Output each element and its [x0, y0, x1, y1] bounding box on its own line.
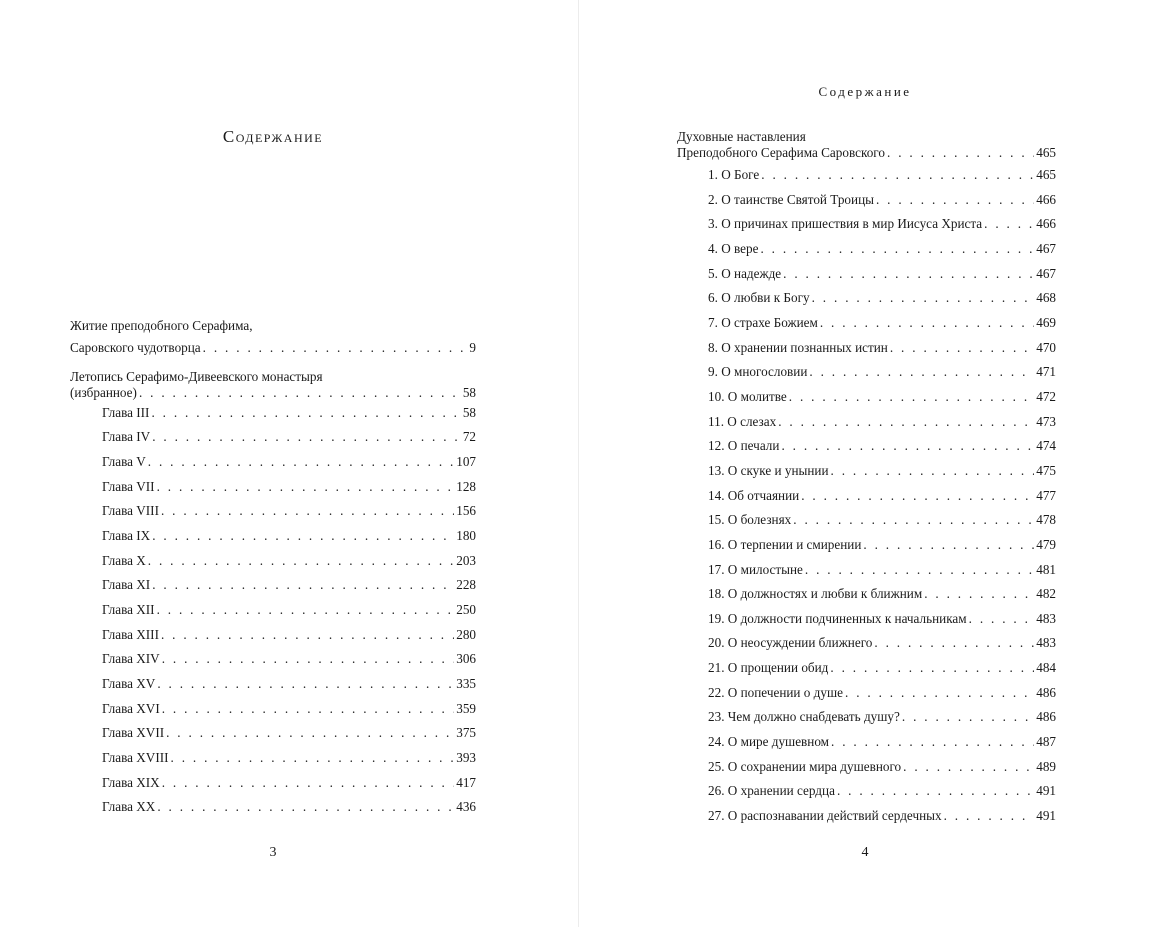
dot-leader: [837, 783, 1034, 799]
dot-leader: [903, 759, 1034, 775]
toc-entry[interactable]: [677, 586, 1056, 611]
toc-entry-label: 6. О любви к Богу: [708, 290, 810, 306]
dot-leader: [876, 192, 1034, 208]
dot-leader: [863, 537, 1034, 553]
dot-leader: [162, 701, 455, 717]
dot-leader: [890, 340, 1034, 356]
toc-page-number: 491: [1036, 808, 1056, 824]
toc-entry-title: Летопись Серафимо-Дивеевского монастыря: [70, 368, 323, 384]
toc-entry-label: 2. О таинстве Святой Троицы: [708, 191, 874, 207]
toc-page-number: 250: [456, 601, 476, 617]
toc-entry-label: 21. О прощении обид: [708, 660, 829, 676]
toc-entry[interactable]: [677, 488, 1056, 513]
toc-entry-label: Глава IX: [102, 527, 151, 543]
toc-page-number: 477: [1036, 487, 1056, 503]
toc-entry-label: 24. О мире душевном: [708, 734, 830, 750]
toc-entry-label: 4. О вере: [708, 240, 759, 256]
dot-leader: [161, 503, 454, 519]
toc-page-number: 491: [1036, 783, 1056, 799]
dot-leader: [831, 734, 1034, 750]
toc-entry-label: Саровского чудотворца: [70, 340, 201, 355]
dot-leader: [781, 438, 1034, 454]
toc-entry[interactable]: [677, 315, 1056, 340]
toc-page-number: 180: [456, 527, 476, 543]
dot-leader: [162, 775, 455, 791]
toc-entry-label: 13. О скуке и унынии: [708, 462, 829, 478]
toc-entry[interactable]: [70, 577, 476, 602]
toc-page-number: 486: [1036, 684, 1056, 700]
toc-entry[interactable]: [70, 775, 476, 800]
toc-entry-label: 9. О многословии: [708, 364, 808, 380]
toc-entry[interactable]: [70, 479, 476, 504]
toc-entry[interactable]: [677, 734, 1056, 759]
toc-page-number: 468: [1036, 290, 1056, 306]
toc-entry[interactable]: [70, 385, 476, 405]
toc-page-number: 481: [1036, 561, 1056, 577]
toc-entry-label: Глава X: [102, 552, 146, 568]
toc-entry[interactable]: [70, 405, 476, 430]
toc-entry-label: 22. О попечении о душе: [708, 684, 843, 700]
toc-entry[interactable]: [677, 290, 1056, 315]
toc-entry[interactable]: [70, 750, 476, 775]
toc-section-title: Духовные наставления: [677, 129, 806, 144]
toc-entry[interactable]: [677, 808, 1056, 833]
toc-entry-label: 8. О хранении познанных истин: [708, 339, 888, 355]
toc-page-number: 482: [1036, 586, 1056, 602]
toc-entry[interactable]: [70, 799, 476, 824]
toc-page-number: 417: [456, 774, 476, 790]
toc-entry-label: Глава III: [102, 404, 150, 420]
toc-list-left: [70, 318, 476, 824]
toc-entry[interactable]: [677, 512, 1056, 537]
toc-page-number: 475: [1036, 462, 1056, 478]
toc-page-number: 203: [456, 552, 476, 568]
running-header: Содержание: [818, 84, 912, 99]
toc-entry-label: 14. Об отчаянии: [708, 487, 800, 503]
toc-page-number: 472: [1036, 388, 1056, 404]
dot-leader: [887, 145, 1034, 161]
toc-page-number: 465: [1036, 145, 1056, 160]
toc-page-number: 335: [456, 675, 476, 691]
toc-entry[interactable]: [70, 651, 476, 676]
toc-page-number: 467: [1036, 265, 1056, 281]
toc-entry[interactable]: [677, 611, 1056, 636]
toc-entry-label: Глава VII: [102, 478, 155, 494]
toc-entry-label: Глава IV: [102, 429, 151, 445]
toc-entry-label: Глава XX: [102, 799, 156, 815]
toc-entry[interactable]: [70, 454, 476, 479]
toc-entry-label: 12. О печали: [708, 438, 780, 454]
dot-leader: [789, 389, 1034, 405]
toc-entry[interactable]: [70, 627, 476, 652]
dot-leader: [874, 635, 1034, 651]
toc-entry[interactable]: [677, 145, 1056, 167]
dot-leader: [783, 266, 1034, 282]
dot-leader: [157, 479, 455, 495]
dot-leader: [152, 528, 454, 544]
dot-leader: [969, 611, 1035, 627]
toc-entry-label: 26. О хранении сердца: [708, 783, 835, 799]
toc-page-number: 306: [456, 651, 476, 667]
toc-entry-title: Житие преподобного Серафима,: [70, 318, 253, 333]
dot-leader: [152, 577, 454, 593]
toc-page-number: 484: [1036, 660, 1056, 676]
dot-leader: [831, 463, 1035, 479]
dot-leader: [157, 602, 455, 618]
toc-entry-label: 7. О страхе Божием: [708, 314, 818, 330]
item-list: [677, 167, 1056, 833]
dot-leader: [984, 216, 1034, 232]
toc-entry-label: Глава V: [102, 453, 146, 469]
toc-entry[interactable]: [677, 438, 1056, 463]
dot-leader: [801, 488, 1034, 504]
dot-leader: [203, 340, 468, 356]
toc-entry-label: 20. О неосуждении ближнего: [708, 635, 873, 651]
toc-entry[interactable]: [677, 414, 1056, 439]
dot-leader: [902, 709, 1034, 725]
toc-page-number: 359: [456, 700, 476, 716]
toc-entry[interactable]: [677, 364, 1056, 389]
toc-page-number: 466: [1036, 191, 1056, 207]
dot-leader: [812, 290, 1035, 306]
toc-page-number: 465: [1036, 167, 1056, 182]
toc-page-number: 280: [456, 626, 476, 642]
toc-entry-label: Глава XII: [102, 601, 155, 617]
toc-entry[interactable]: [677, 216, 1056, 241]
toc-page-number: 467: [1036, 240, 1056, 256]
dot-leader: [805, 562, 1034, 578]
toc-page-number: 489: [1036, 758, 1056, 774]
toc-entry[interactable]: [677, 463, 1056, 488]
toc-entry-label: 10. О молитве: [708, 388, 787, 404]
toc-entry[interactable]: [677, 266, 1056, 291]
dot-leader: [166, 725, 454, 741]
toc-entry-label: 27. О распознавании действий сердечных: [708, 808, 942, 824]
toc-entry-label: 5. О надежде: [708, 265, 782, 281]
toc-entry[interactable]: [677, 537, 1056, 562]
page-number: 4: [861, 845, 869, 860]
right-page: [579, 0, 1153, 927]
toc-entry[interactable]: [677, 389, 1056, 414]
toc-entry[interactable]: [677, 759, 1056, 784]
dot-leader: [161, 627, 454, 643]
chapter-list: [70, 405, 476, 824]
toc-entry[interactable]: [70, 429, 476, 454]
toc-entry-label: 3. О причинах пришествия в мир Иисуса Христа: [708, 216, 983, 232]
dot-leader: [778, 414, 1034, 430]
toc-entry-label: Глава VIII: [102, 503, 159, 519]
dot-leader: [793, 512, 1034, 528]
toc-entry-label: Глава XIV: [102, 651, 160, 667]
toc-entry[interactable]: [677, 340, 1056, 365]
toc-entry-label: Глава XVI: [102, 700, 160, 716]
page-number: 3: [269, 845, 277, 860]
dot-leader: [139, 385, 461, 401]
toc-page-number: 486: [1036, 709, 1056, 725]
toc-page-number: 487: [1036, 734, 1056, 750]
toc-page-number: 478: [1036, 512, 1056, 528]
dot-leader: [944, 808, 1035, 824]
toc-entry-label: 19. О должности подчиненных к начальникам: [708, 610, 967, 626]
toc-entry[interactable]: [70, 528, 476, 553]
toc-page-number: 72: [462, 429, 476, 445]
dot-leader: [830, 660, 1034, 676]
toc-entry[interactable]: [677, 167, 1056, 192]
toc-entry-label: 1. О Боге: [708, 167, 760, 182]
toc-page-number: 58: [462, 384, 476, 400]
toc-entry-label: 16. О терпении и смирении: [708, 536, 862, 552]
toc-entry[interactable]: [70, 340, 476, 365]
dot-leader: [157, 799, 454, 815]
dot-leader: [148, 553, 454, 569]
dot-leader: [761, 167, 1034, 183]
toc-entry-label: 25. О сохранении мира душевного: [708, 758, 902, 774]
toc-entry-label: (избранное): [70, 384, 137, 400]
toc-entry[interactable]: [677, 562, 1056, 587]
toc-page-number: 58: [462, 404, 476, 420]
toc-entry-label: Глава XIII: [102, 626, 159, 642]
toc-page-number: 128: [456, 478, 476, 494]
dot-leader: [820, 315, 1034, 331]
toc-entry-label: Глава XVII: [102, 725, 165, 741]
toc-page-number: 471: [1036, 364, 1056, 380]
toc-entry-label: Глава XVIII: [102, 749, 169, 765]
toc-page-number: 483: [1036, 610, 1056, 626]
toc-heading: Содержание: [222, 127, 324, 146]
toc-entry[interactable]: [677, 241, 1056, 266]
toc-page-number: 228: [456, 577, 476, 593]
toc-entry[interactable]: [677, 635, 1056, 660]
toc-entry[interactable]: [70, 503, 476, 528]
toc-entry-label: Глава XIX: [102, 774, 160, 790]
toc-page-number: 107: [456, 453, 476, 469]
dot-leader: [152, 429, 461, 445]
dot-leader: [924, 586, 1034, 602]
dot-leader: [148, 454, 454, 470]
toc-entry[interactable]: [677, 709, 1056, 734]
toc-entry[interactable]: [70, 676, 476, 701]
toc-entry[interactable]: [677, 783, 1056, 808]
toc-page-number: 473: [1036, 413, 1056, 429]
dot-leader: [157, 676, 454, 692]
toc-page-number: 470: [1036, 339, 1056, 355]
toc-entry[interactable]: [70, 602, 476, 627]
toc-entry-label: 23. Чем должно снабдевать душу?: [708, 709, 900, 725]
dot-leader: [151, 405, 460, 421]
toc-entry[interactable]: [677, 192, 1056, 217]
toc-page-number: 9: [469, 340, 476, 355]
toc-page-number: 156: [456, 503, 476, 519]
toc-list-right: [677, 129, 1056, 833]
toc-entry[interactable]: [70, 725, 476, 750]
toc-page-number: 483: [1036, 635, 1056, 651]
toc-entry-label: 11. О слезах: [708, 413, 777, 429]
dot-leader: [162, 651, 455, 667]
toc-entry-label: 15. О болезнях: [708, 512, 792, 528]
toc-entry[interactable]: [677, 660, 1056, 685]
toc-entry-label: 17. О милостыне: [708, 561, 803, 577]
toc-page-number: 393: [456, 749, 476, 765]
dot-leader: [171, 750, 455, 766]
toc-entry[interactable]: [70, 701, 476, 726]
toc-page-number: 479: [1036, 536, 1056, 552]
toc-page-number: 466: [1036, 216, 1056, 232]
toc-page-number: 474: [1036, 438, 1056, 454]
toc-page-number: 375: [456, 725, 476, 741]
toc-entry-label: Преподобного Серафима Саровского: [677, 145, 885, 160]
dot-leader: [809, 364, 1034, 380]
toc-entry-label: Глава XI: [102, 577, 151, 593]
toc-page-number: 436: [456, 799, 476, 815]
dot-leader: [845, 685, 1034, 701]
toc-page-number: 469: [1036, 314, 1056, 330]
toc-entry-label: Глава XV: [102, 675, 156, 691]
toc-entry-label: 18. О должностях и любви к ближним: [708, 586, 923, 602]
toc-entry[interactable]: [70, 553, 476, 578]
toc-entry[interactable]: [677, 685, 1056, 710]
dot-leader: [760, 241, 1034, 257]
